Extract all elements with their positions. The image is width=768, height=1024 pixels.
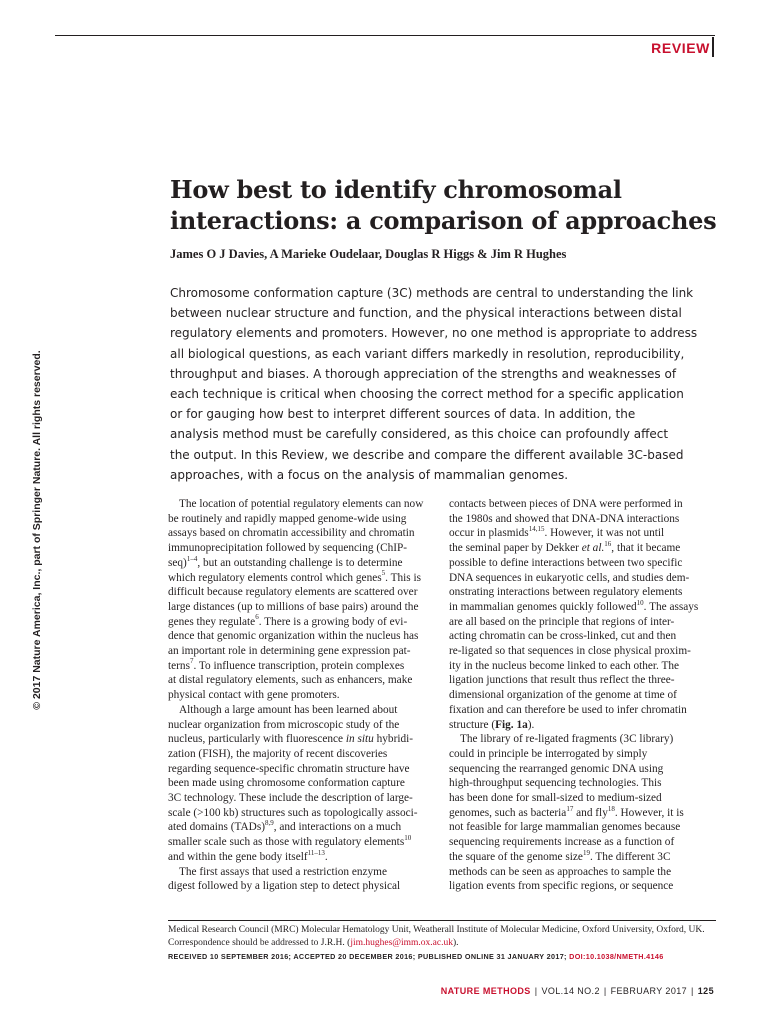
body-text-line: possible to define interactions between two specific bbox=[449, 556, 683, 569]
footnote-rule bbox=[168, 920, 716, 921]
body-text-line: regarding sequence-specific chromatin structure have bbox=[168, 762, 410, 775]
page-footer bbox=[441, 986, 714, 996]
body-text-line: been made using chromosome conformation capture bbox=[168, 777, 405, 790]
body-text-line: seq)$^{1-4}$, but an outstanding challenge is to determine bbox=[168, 554, 403, 569]
body-text-line: nuclear organization from microscopic study of the bbox=[168, 718, 400, 731]
body-text-line: and within the gene body itself$^{11-13}$. bbox=[168, 848, 328, 863]
body-text-line: genes they regulate$^6$. There is a growing body of evi- bbox=[168, 613, 408, 628]
body-text-line: Although a large amount has been learned about bbox=[179, 703, 398, 716]
issue-date: FEBRUARY 2017 bbox=[610, 986, 688, 996]
body-text-line: has been done for small-sized to medium-sized bbox=[449, 792, 662, 805]
article-title bbox=[170, 174, 730, 236]
body-text-line: re-ligated so that sequences in close physical proxim- bbox=[449, 645, 691, 658]
correspondence-prefix: Correspondence should be addressed to J.R.H. ( bbox=[168, 937, 351, 948]
body-text-line: ligation junctions that result thus reflect the three- bbox=[449, 674, 675, 687]
body-text-line: methods can be seen as approaches to sample the bbox=[449, 865, 672, 878]
body-text-line: contacts between pieces of DNA were performed in bbox=[449, 498, 683, 510]
abstract-line: approaches, with a focus on the analysis of mammalian genomes. bbox=[170, 467, 569, 482]
body-text-line: sequencing requirements increase as a function of bbox=[449, 836, 675, 849]
body-text-line: the seminal paper by Dekker et al.$^{16}$, that it became bbox=[449, 539, 681, 555]
section-divider bbox=[712, 37, 714, 57]
title-line-1: How best to identify chromosomal bbox=[170, 175, 622, 204]
footnote bbox=[168, 924, 728, 949]
title-line-2: interactions: a comparison of approaches bbox=[170, 206, 717, 235]
body-column-left bbox=[168, 497, 434, 894]
body-text-line: genomes, such as bacteria$^{17}$ and fly$^{18}$. However, it is bbox=[449, 804, 684, 819]
body-text-line: scale (>100 kb) structures such as topologically associ- bbox=[168, 806, 418, 819]
correspondence bbox=[168, 937, 728, 950]
body-text-line: the 1980s and showed that DNA-DNA interactions bbox=[449, 512, 680, 525]
publication-history bbox=[168, 952, 728, 961]
body-text-line: sequencing the rearranged genomic DNA using bbox=[449, 762, 664, 775]
correspondence-suffix: ). bbox=[453, 937, 459, 948]
body-text-line: digest followed by a ligation step to detect physical bbox=[168, 880, 401, 893]
footer-separator: | bbox=[603, 986, 607, 996]
body-text-line: DNA sequences in eukaryotic cells, and studies dem- bbox=[449, 571, 690, 584]
affiliation: Medical Research Council (MRC) Molecular Hematology Unit, Weatherall Institute of Molecular Medicine, Oxford University, Oxford, UK. bbox=[168, 925, 705, 935]
body-text-line: terns$^7$. To influence transcription, protein complexes bbox=[168, 657, 405, 672]
journal-name: NATURE METHODS bbox=[440, 986, 531, 996]
body-text-line: zation (FISH), the majority of recent discoveries bbox=[168, 747, 388, 760]
body-text-line: not feasible for large mammalian genomes because bbox=[449, 821, 681, 834]
body-text-line: structure (Fig. 1a). bbox=[449, 718, 535, 731]
body-text-line: which regulatory elements control which genes$^5$. This is bbox=[168, 569, 422, 584]
doi-link[interactable]: DOI:10.1038/NMETH.4146 bbox=[569, 952, 664, 961]
copyright-text: © 2017 Nature America, Inc., part of Springer Nature. All rights reserved. bbox=[31, 350, 43, 710]
body-text-line: in mammalian genomes quickly followed$^{10}$. The assays bbox=[449, 598, 699, 613]
abstract-line: all biological questions, as each variant differs markedly in resolution, reproducibility, bbox=[170, 346, 685, 361]
correspondence-email-link[interactable]: jim.hughes@imm.ox.ac.uk bbox=[350, 937, 453, 948]
body-text-line: are all based on the principle that regions of inter- bbox=[449, 615, 675, 628]
body-text-line: smaller scale such as those with regulatory elements$^{10}$ bbox=[168, 833, 412, 849]
body-text-line: fixation and can therefore be used to infer chromatin bbox=[449, 703, 687, 716]
abstract-line: regulatory elements and promoters. However, no one method is appropriate to address bbox=[170, 326, 698, 341]
body-text-line: could in principle be interrogated by simply bbox=[449, 747, 648, 760]
body-text-line: onstrating interactions between regulatory elements bbox=[449, 586, 683, 599]
body-text-line: immunoprecipitation followed by sequencing (ChIP- bbox=[168, 542, 408, 555]
body-text-line: ated domains (TADs)$^{8,9}$, and interactions on a much bbox=[168, 819, 402, 834]
page-number: 125 bbox=[697, 986, 714, 996]
history-dates: RECEIVED 10 SEPTEMBER 2016; ACCEPTED 20 DECEMBER 2016; PUBLISHED ONLINE 31 JANUARY 2017; bbox=[168, 952, 567, 961]
footer-separator: | bbox=[534, 986, 538, 996]
body-text-line: physical contact with gene promoters. bbox=[168, 689, 340, 702]
volume-issue: VOL.14 NO.2 bbox=[541, 986, 600, 996]
abstract-line: each technique is critical when choosing the correct method for a specific application bbox=[170, 387, 684, 402]
section-label: REVIEW bbox=[651, 40, 710, 56]
body-text-line: an important role in determining gene expression pat- bbox=[168, 645, 411, 658]
author-list: James O J Davies, A Marieke Oudelaar, Douglas R Higgs & Jim R Hughes bbox=[170, 247, 567, 261]
abstract-line: analysis method must be carefully considered, as this choice can profoundly affect bbox=[170, 427, 669, 442]
body-text-line: be routinely and rapidly mapped genome-wide using bbox=[168, 512, 407, 525]
body-text-line: The first assays that used a restriction enzyme bbox=[179, 865, 387, 878]
body-text-line: large distances (up to millions of base pairs) around the bbox=[168, 600, 419, 613]
header-rule bbox=[55, 35, 715, 36]
body-text-line: at distal regulatory elements, such as enhancers, make bbox=[168, 674, 413, 687]
body-text-line: high-throughput sequencing technologies. This bbox=[449, 777, 662, 790]
body-text-line: nucleus, particularly with fluorescence in situ hybridi- bbox=[168, 733, 414, 746]
body-column-right bbox=[449, 497, 715, 894]
abstract-line: Chromosome conformation capture (3C) methods are central to understanding the link bbox=[170, 286, 694, 300]
abstract-line: or for gauging how best to interpret different sources of data. In addition, the bbox=[170, 407, 636, 422]
body-text-line: ity in the nucleus become linked to each other. The bbox=[449, 659, 680, 672]
body-text-line: dimensional organization of the genome at time of bbox=[449, 689, 677, 702]
body-text-line: occur in plasmids$^{14,15}$. However, it was not until bbox=[449, 525, 665, 540]
body-text-line: acting chromatin can be cross-linked, cut and then bbox=[449, 630, 677, 643]
body-text-line: 3C technology. These include the description of large- bbox=[168, 792, 413, 805]
body-text-line: the square of the genome size$^{19}$. The different 3C bbox=[449, 848, 671, 863]
body-text-line: The location of potential regulatory elements can now bbox=[179, 498, 424, 510]
abstract bbox=[170, 283, 718, 485]
body-text-line: dence that genomic organization within the nucleus has bbox=[168, 630, 419, 643]
abstract-line: the output. In this Review, we describe and compare the different available 3C-based bbox=[170, 447, 684, 462]
footer-separator: | bbox=[691, 986, 694, 996]
body-text-line: ligation events from specific regions, or sequence bbox=[449, 880, 674, 893]
body-text-line: difficult because regulatory elements are scattered over bbox=[168, 586, 418, 599]
body-text-line: assays based on chromatin accessibility and chromatin bbox=[168, 527, 415, 540]
body-text-line: The library of re-ligated fragments (3C library) bbox=[460, 733, 674, 746]
abstract-line: throughput and biases. A thorough appreciation of the strengths and weaknesses of bbox=[170, 366, 677, 381]
abstract-line: between nuclear structure and function, and the physical interactions between distal bbox=[170, 306, 682, 321]
